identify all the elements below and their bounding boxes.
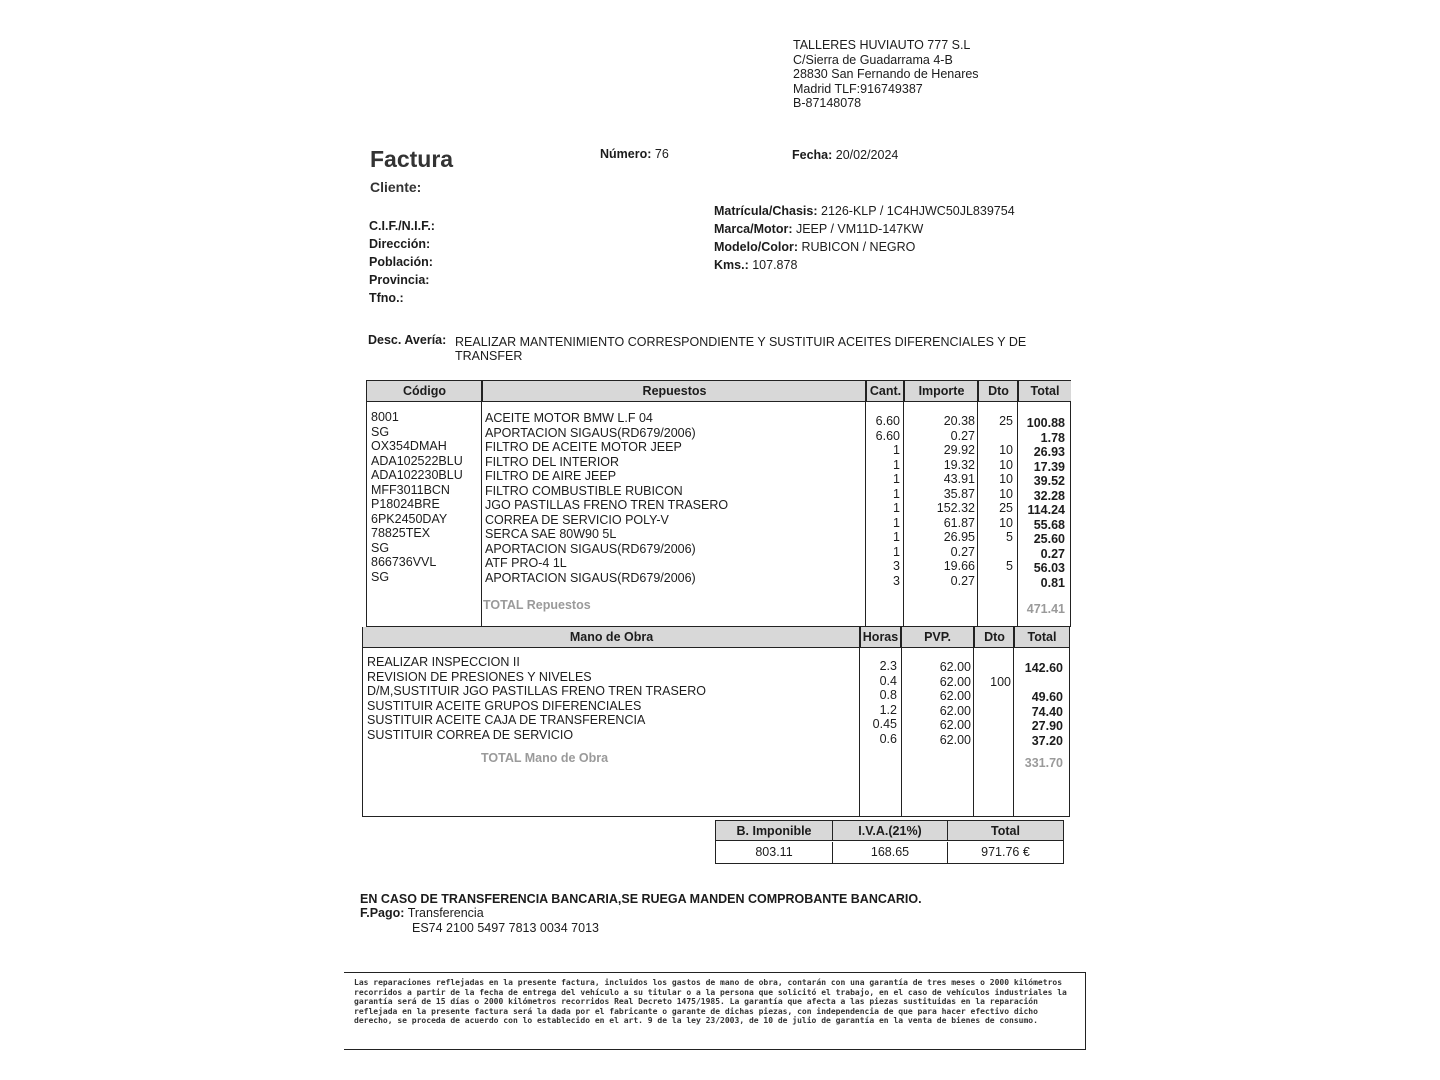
part-description: APORTACION SIGAUS(RD679/2006)	[485, 425, 696, 440]
vehicle-plate-value: 2126-KLP / 1C4HJWC50JL839754	[821, 204, 1015, 218]
part-price: 0.27	[950, 428, 975, 443]
tax-base-label: B. Imponible	[716, 821, 833, 841]
parts-col-divider	[903, 381, 904, 626]
part-price: 19.32	[943, 457, 975, 472]
labor-total: 49.60	[1031, 690, 1063, 704]
labor-price: 62.00	[939, 660, 971, 674]
client-phone-label: Tfno.:	[369, 291, 404, 305]
vehicle-brand-label: Marca/Motor:	[714, 222, 793, 236]
client-fields	[369, 217, 435, 307]
labor-description: REVISION DE PRESIONES Y NIVELES	[367, 669, 592, 684]
labor-header-total: Total	[1015, 627, 1069, 647]
part-price: 0.27	[950, 573, 975, 588]
invoice-number-label: Número:	[600, 147, 652, 161]
company-address: C/Sierra de Guadarrama 4-B	[793, 52, 953, 67]
part-price: 35.87	[943, 486, 975, 501]
labor-total-value: 331.70	[1024, 756, 1063, 770]
part-description: APORTACION SIGAUS(RD679/2006)	[485, 541, 696, 556]
part-discount: 10	[999, 443, 1013, 457]
totals-box	[715, 820, 1064, 864]
vat-label: I.V.A.(21%)	[833, 821, 948, 841]
labor-total: 37.20	[1031, 733, 1063, 748]
part-quantity: 1	[893, 486, 900, 501]
labor-hours-value: 0.4	[879, 673, 897, 688]
parts-col-divider	[865, 381, 866, 626]
part-discount: 25	[999, 501, 1013, 515]
client-label: Cliente:	[370, 179, 422, 195]
vat-value: 168.65	[833, 842, 948, 863]
client-town-label: Población:	[369, 255, 433, 269]
parts-discounts	[981, 414, 1013, 588]
grand-total-label: Total	[948, 821, 1063, 841]
company-phone: Madrid TLF:916749387	[793, 81, 923, 96]
labor-col-divider	[1013, 627, 1014, 816]
parts-header-price: Importe	[905, 381, 979, 401]
parts-total-label: TOTAL Repuestos	[483, 598, 591, 612]
parts-header-code: Código	[367, 381, 483, 401]
labor-description: SUSTITUIR ACEITE GRUPOS DIFERENCIALES	[367, 698, 642, 713]
labor-discount: 100	[990, 675, 1011, 689]
part-total: 0.81	[1040, 575, 1065, 590]
parts-header-total: Total	[1019, 381, 1071, 401]
part-quantity: 1	[893, 515, 900, 530]
invoice-date	[792, 148, 898, 162]
part-total: 100.88	[1026, 416, 1065, 430]
part-description: APORTACION SIGAUS(RD679/2006)	[485, 570, 696, 585]
part-quantity: 1	[893, 472, 900, 486]
warranty-notice: Las reparaciones reflejadas en la presente factura, incluidos los gastos de mano de obra, contarán con una garantía de tres meses o 2000 kilómetros recorridos a partir de la fecha de entrega del vehículo a su titular o a la persona que solicitó el trabajo, en el caso de vehículos industriales la garantía será de 15 días o 2000 kilómetros recorridos Real Decreto 1475/1985. La garantía que afecta a las piezas sustituidas en la reparación reflejada en la presente factura será la dada por el fabricante o garante de dichas piezas, con independencia de que para hacer efectivo dicho derecho, se proceda de acuerdo con lo establecido en el art. 9 de la ley 23/2003, de 10 de julio de garantía en la venta de bienes de consumo.	[344, 972, 1086, 1050]
part-total: 17.39	[1033, 459, 1065, 474]
labor-description: D/M,SUSTITUIR JGO PASTILLAS FRENO TREN TRASERO	[367, 684, 706, 698]
parts-codes	[371, 410, 463, 584]
part-price: 0.27	[950, 544, 975, 559]
part-code: 6PK2450DAY	[371, 511, 448, 526]
part-discount: 10	[999, 457, 1013, 472]
part-description: FILTRO DEL INTERIOR	[485, 454, 620, 469]
part-code: MFF3011BCN	[371, 482, 450, 497]
part-quantity: 1	[893, 544, 900, 559]
part-price: 61.87	[943, 515, 975, 530]
labor-hours-value: 1.2	[879, 702, 897, 717]
company-cif: B-87148078	[793, 96, 862, 111]
part-code: 8001	[371, 410, 399, 424]
part-quantity: 1	[893, 501, 900, 515]
payment-method	[360, 906, 599, 921]
labor-price: 62.00	[939, 689, 971, 703]
labor-col-divider	[973, 627, 974, 816]
fault-label: Desc. Avería:	[368, 333, 447, 347]
labor-price: 62.00	[939, 732, 971, 747]
part-description: FILTRO DE AIRE JEEP	[485, 469, 617, 483]
labor-table	[362, 627, 1070, 817]
bank-transfer-notice: EN CASO DE TRANSFERENCIA BANCARIA,SE RUEGA MANDEN COMPROBANTE BANCARIO.	[360, 892, 922, 906]
payment-info	[360, 906, 599, 936]
part-price: 43.91	[943, 472, 975, 486]
vehicle-kms-value: 107.878	[752, 258, 798, 272]
parts-header-divider	[367, 401, 1070, 402]
part-code: 866736VVL	[371, 555, 437, 569]
part-quantity: 3	[893, 573, 900, 588]
part-code: ADA102522BLU	[371, 453, 463, 468]
part-total: 114.24	[1027, 503, 1065, 517]
parts-total-value: 471.41	[1026, 602, 1065, 616]
tax-base-value: 803.11	[716, 842, 833, 863]
labor-price: 62.00	[939, 703, 971, 718]
client-cif-label: C.I.F./N.I.F.:	[369, 219, 435, 233]
vehicle-info	[714, 202, 1015, 274]
payment-method-value: Transferencia	[407, 906, 484, 920]
part-code: P18024BRE	[371, 497, 440, 511]
labor-description: REALIZAR INSPECCION II	[367, 655, 520, 669]
part-description: ACEITE MOTOR BMW L.F 04	[485, 411, 653, 425]
vehicle-model	[714, 238, 1015, 256]
labor-col-divider	[901, 627, 902, 816]
labor-total-label: TOTAL Mano de Obra	[481, 751, 609, 765]
labor-description: SUSTITUIR CORREA DE SERVICIO	[367, 727, 574, 742]
part-total: 39.52	[1033, 474, 1065, 488]
parts-descriptions	[485, 411, 728, 585]
part-code: 78825TEX	[371, 526, 431, 540]
labor-total: 74.40	[1031, 704, 1063, 719]
labor-header-price: PVP.	[901, 627, 975, 647]
invoice-number	[600, 147, 669, 161]
vehicle-brand	[714, 220, 1015, 238]
part-total: 25.60	[1033, 532, 1065, 546]
part-quantity: 1	[893, 457, 900, 472]
invoice-date-label: Fecha:	[792, 148, 833, 162]
part-code: ADA102230BLU	[371, 468, 463, 482]
labor-header-divider	[363, 647, 1069, 648]
part-price: 20.38	[943, 414, 975, 428]
labor-col-divider	[859, 627, 860, 816]
vehicle-kms	[714, 256, 1015, 274]
part-total: 32.28	[1033, 488, 1065, 503]
labor-price: 62.00	[939, 674, 971, 689]
labor-description: SUSTITUIR ACEITE CAJA DE TRANSFERENCIA	[367, 713, 646, 727]
part-price: 29.92	[943, 443, 975, 457]
payment-method-label: F.Pago:	[360, 906, 405, 920]
part-code: SG	[371, 424, 390, 439]
invoice-number-value: 76	[654, 147, 669, 161]
part-price: 19.66	[943, 559, 975, 573]
client-province-label: Provincia:	[369, 273, 430, 287]
part-total: 26.93	[1033, 445, 1065, 459]
part-discount	[981, 545, 1013, 560]
parts-totals	[1019, 416, 1065, 590]
vehicle-brand-value: JEEP / VM11D-147KW	[795, 222, 924, 236]
labor-discounts	[975, 675, 1011, 690]
part-discount: 5	[1006, 530, 1013, 544]
labor-hours	[861, 659, 897, 746]
labor-total	[1015, 676, 1063, 691]
part-total: 0.27	[1040, 546, 1065, 561]
part-quantity: 6.60	[875, 414, 900, 428]
part-description: JGO PASTILLAS FRENO TREN TRASERO	[485, 498, 729, 512]
part-code: SG	[371, 540, 390, 555]
part-code: SG	[371, 569, 390, 584]
labor-hours-value: 0.6	[879, 731, 897, 746]
part-discount: 10	[999, 486, 1013, 501]
vehicle-model-value: RUBICON / NEGRO	[801, 240, 916, 254]
company-name: TALLERES HUVIAUTO 777 S.L	[793, 38, 971, 52]
part-price: 152.32	[936, 501, 975, 515]
part-discount: 10	[999, 472, 1013, 486]
vehicle-model-label: Modelo/Color:	[714, 240, 799, 254]
parts-header-discount: Dto	[979, 381, 1019, 401]
labor-descriptions	[367, 655, 706, 742]
fault-text: REALIZAR MANTENIMIENTO CORRESPONDIENTE Y SUSTITUIR ACEITES DIFERENCIALES Y DE TRANSFER	[455, 335, 1027, 363]
part-discount	[981, 429, 1013, 444]
part-quantity: 3	[893, 559, 900, 573]
labor-total: 142.60	[1024, 661, 1063, 675]
parts-col-divider	[1017, 381, 1018, 626]
document-title: Factura	[370, 146, 454, 172]
invoice-date-value: 20/02/2024	[835, 148, 899, 162]
parts-col-divider	[481, 381, 482, 626]
labor-hours-value: 0.8	[879, 688, 897, 702]
parts-header-qty: Cant.	[867, 381, 905, 401]
part-description: FILTRO COMBUSTIBLE RUBICON	[485, 483, 683, 498]
vehicle-plate-label: Matrícula/Chasis:	[714, 204, 818, 218]
iban: ES74 2100 5497 7813 0034 7013	[412, 921, 599, 935]
labor-totals	[1015, 661, 1063, 748]
part-description: FILTRO DE ACEITE MOTOR JEEP	[485, 440, 682, 454]
part-description: ATF PRO-4 1L	[485, 556, 567, 570]
part-quantity: 6.60	[875, 428, 900, 443]
part-total: 56.03	[1033, 561, 1065, 575]
client-address-label: Dirección:	[369, 237, 431, 251]
labor-price: 62.00	[939, 718, 971, 732]
part-total: 55.68	[1033, 517, 1065, 532]
parts-header-desc: Repuestos	[483, 381, 867, 401]
vehicle-kms-label: Kms.:	[714, 258, 749, 272]
labor-header-discount: Dto	[975, 627, 1015, 647]
company-info	[793, 38, 979, 111]
part-discount: 5	[1006, 559, 1013, 573]
labor-prices	[903, 660, 971, 747]
part-description: CORREA DE SERVICIO POLY-V	[485, 512, 669, 527]
labor-total: 27.90	[1031, 719, 1063, 733]
company-city: 28830 San Fernando de Henares	[793, 67, 979, 82]
labor-hours-value: 0.45	[872, 717, 897, 731]
part-total: 1.78	[1040, 430, 1065, 445]
part-discount	[981, 574, 1013, 589]
part-description: SERCA SAE 80W90 5L	[485, 527, 617, 541]
labor-header-desc: Mano de Obra	[363, 627, 861, 647]
grand-total-value: 971.76 €	[981, 845, 1030, 859]
part-discount: 10	[999, 515, 1013, 530]
labor-hours-value: 2.3	[879, 659, 897, 673]
labor-header-hours: Horas	[861, 627, 901, 647]
part-code: OX354DMAH	[371, 439, 447, 453]
part-discount: 25	[999, 414, 1013, 428]
vehicle-plate	[714, 202, 1015, 220]
parts-prices	[907, 414, 975, 588]
parts-table	[366, 380, 1071, 627]
parts-col-divider	[977, 381, 978, 626]
part-price: 26.95	[943, 530, 975, 544]
part-quantity: 1	[893, 443, 900, 457]
part-quantity: 1	[893, 530, 900, 544]
parts-quantities	[867, 414, 900, 588]
